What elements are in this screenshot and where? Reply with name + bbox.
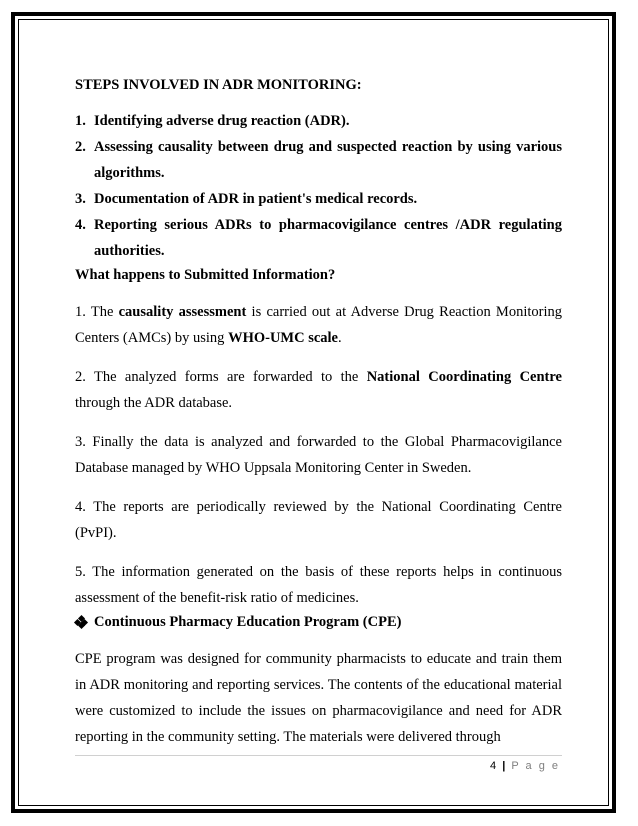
section-heading: STEPS INVOLVED IN ADR MONITORING: bbox=[75, 77, 362, 93]
step-item bbox=[75, 134, 562, 186]
step-text: Documentation of ADR in patient's medical records. bbox=[94, 191, 418, 207]
paragraph-1 bbox=[75, 299, 562, 351]
paragraph-3: 3. Finally the data is analyzed and forwarded to the Global Pharmacovigilance Database managed by WHO Uppsala Monitoring Center in Sweden. bbox=[75, 434, 562, 476]
submitted-info-heading: What happens to Submitted Information? bbox=[75, 267, 336, 283]
step-item bbox=[75, 186, 562, 212]
paragraph-text: through the ADR database. bbox=[75, 395, 233, 411]
bold-term: WHO-UMC scale bbox=[228, 330, 338, 346]
step-number: 2. bbox=[75, 139, 86, 155]
paragraph-text: 2. The analyzed forms are forwarded to the bbox=[75, 369, 367, 385]
step-item bbox=[75, 212, 562, 264]
cpe-heading bbox=[75, 611, 562, 633]
four-diamond-bullet-icon bbox=[75, 616, 87, 628]
paragraph-text: is carried out at Adverse Drug Reaction Monitoring Centers (AMCs) by using bbox=[75, 304, 562, 346]
paragraph-text: 1. The bbox=[75, 304, 119, 320]
footer-separator: | bbox=[502, 760, 506, 772]
step-item bbox=[75, 108, 562, 134]
page-footer bbox=[490, 760, 560, 772]
paragraph-4: 4. The reports are periodically reviewed by the National Coordinating Centre (PvPI). bbox=[75, 499, 562, 541]
bold-term: causality assessment bbox=[118, 304, 247, 320]
cpe-paragraph: CPE program was designed for community pharmacists to educate and train them in ADR monitoring and reporting services. The contents of the educational material were customized to include the issues on pharmacovigilance and need for ADR reporting in the community setting. The materials were delivered through bbox=[75, 651, 562, 745]
step-text: Assessing causality between drug and suspected reaction by using various algorithms. bbox=[94, 139, 562, 181]
cpe-heading-text: Continuous Pharmacy Education Program (CPE) bbox=[94, 614, 402, 630]
steps-list bbox=[75, 108, 562, 264]
bold-term: National Coordinating Centre bbox=[366, 369, 562, 385]
step-text: Reporting serious ADRs to pharmacovigilance centres /ADR regulating authorities. bbox=[94, 217, 562, 259]
page-number: 4 bbox=[490, 760, 497, 772]
paragraph-text: . bbox=[338, 330, 342, 346]
paragraph-2 bbox=[75, 364, 562, 416]
page-label: P a g e bbox=[511, 760, 560, 772]
footer-divider bbox=[75, 755, 562, 756]
paragraph-5: 5. The information generated on the basis of these reports helps in continuous assessment of the benefit-risk ratio of medicines. bbox=[75, 564, 562, 606]
step-text: Identifying adverse drug reaction (ADR). bbox=[94, 113, 350, 129]
step-number: 3. bbox=[75, 191, 86, 207]
page-content bbox=[75, 74, 562, 750]
step-number: 1. bbox=[75, 113, 86, 129]
step-number: 4. bbox=[75, 217, 86, 233]
